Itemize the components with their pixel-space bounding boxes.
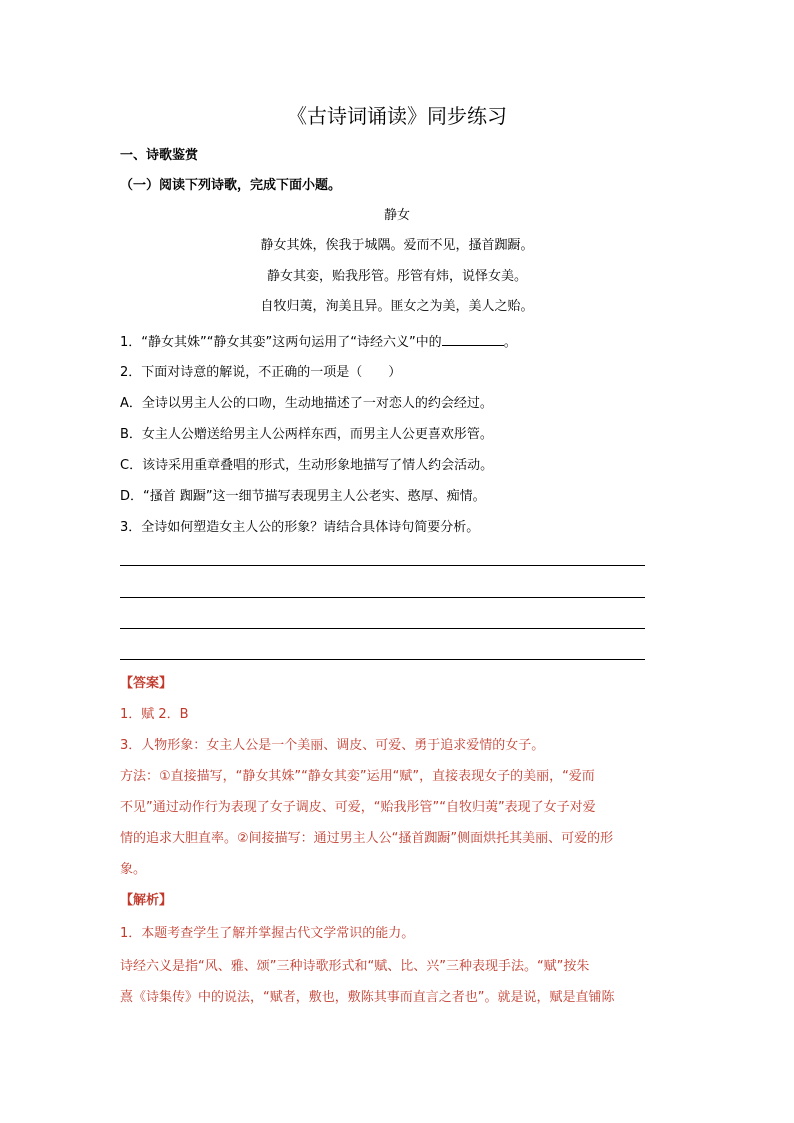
question-3: 3．全诗如何塑造女主人公的形象？请结合具体诗句简要分析。: [120, 520, 480, 535]
answer-line[interactable]: [120, 659, 645, 660]
analysis-line: 熹《诗集传》中的说法，“赋者，敷也，敷陈其事而直言之者也”。就是说，赋是直铺陈: [120, 990, 615, 1005]
answer-line[interactable]: [120, 628, 645, 629]
poem-line: 静女其姝，俟我于城隅。爱而不见，搔首踟蹰。: [260, 238, 534, 253]
answer-line-text: 3．人物形象：女主人公是一个美丽、调皮、可爱、勇于追求爱情的女子。: [120, 738, 545, 753]
question-1: [120, 333, 680, 352]
option-c: C．该诗采用重章叠唱的形式，生动形象地描写了情人约会活动。: [120, 458, 494, 473]
answer-line[interactable]: [120, 565, 645, 566]
answer-heading: 【答案】: [120, 676, 173, 691]
subsection-heading: （一）阅读下列诗歌，完成下面小题。: [120, 178, 342, 193]
poem-line: 自牧归荑，洵美且异。匪女之为美，美人之贻。: [260, 299, 534, 314]
poem-line: 静女其娈，贻我彤管。彤管有炜，说怿女美。: [266, 269, 527, 284]
answer-line-text: 情的追求大胆直率。②间接描写：通过男主人公“搔首踟蹰”侧面烘托其美丽、可爱的形: [120, 831, 614, 846]
option-d: D．“搔首 踟蹰”这一细节描写表现男主人公老实、憨厚、痴情。: [120, 489, 486, 504]
answer-line-text: 方法：①直接描写，“静女其姝”“静女其娈”运用“赋”，直接表现女子的美丽，“爱而: [120, 769, 595, 784]
analysis-line: 1．本题考查学生了解并掌握古代文学常识的能力。: [120, 926, 415, 941]
page-title: 《古诗词诵读》同步练习: [287, 104, 507, 128]
question-1-text: 1．“静女其姝”“静女其娈”这两句运用了“诗经六义”中的: [120, 335, 442, 350]
answer-line-text: 不见”通过动作行为表现了女子调皮、可爱，“贻我彤管”“自牧归荑”表现了女子对爱: [120, 800, 596, 815]
answer-blank[interactable]: [442, 333, 504, 346]
poem-title: 静女: [383, 208, 410, 223]
analysis-line: 诗经六义是指“风、雅、颂”三种诗歌形式和“赋、比、兴”三种表现手法。“赋”按朱: [120, 959, 590, 974]
option-b: B．女主人公赠送给男主人公两样东西，而男主人公更喜欢彤管。: [120, 427, 493, 442]
answer-line[interactable]: [120, 597, 645, 598]
answer-line-text: 象。: [120, 862, 147, 877]
question-1-end: 。: [503, 335, 517, 350]
section-heading: 一、诗歌鉴赏: [120, 148, 199, 163]
analysis-heading: 【解析】: [120, 893, 173, 908]
question-2: 2．下面对诗意的解说，不正确的一项是（ ）: [120, 365, 402, 380]
option-a: A．全诗以男主人公的口吻，生动地描述了一对恋人的约会经过。: [120, 396, 493, 411]
answer-line-text: 1．赋 2．B: [120, 707, 189, 722]
